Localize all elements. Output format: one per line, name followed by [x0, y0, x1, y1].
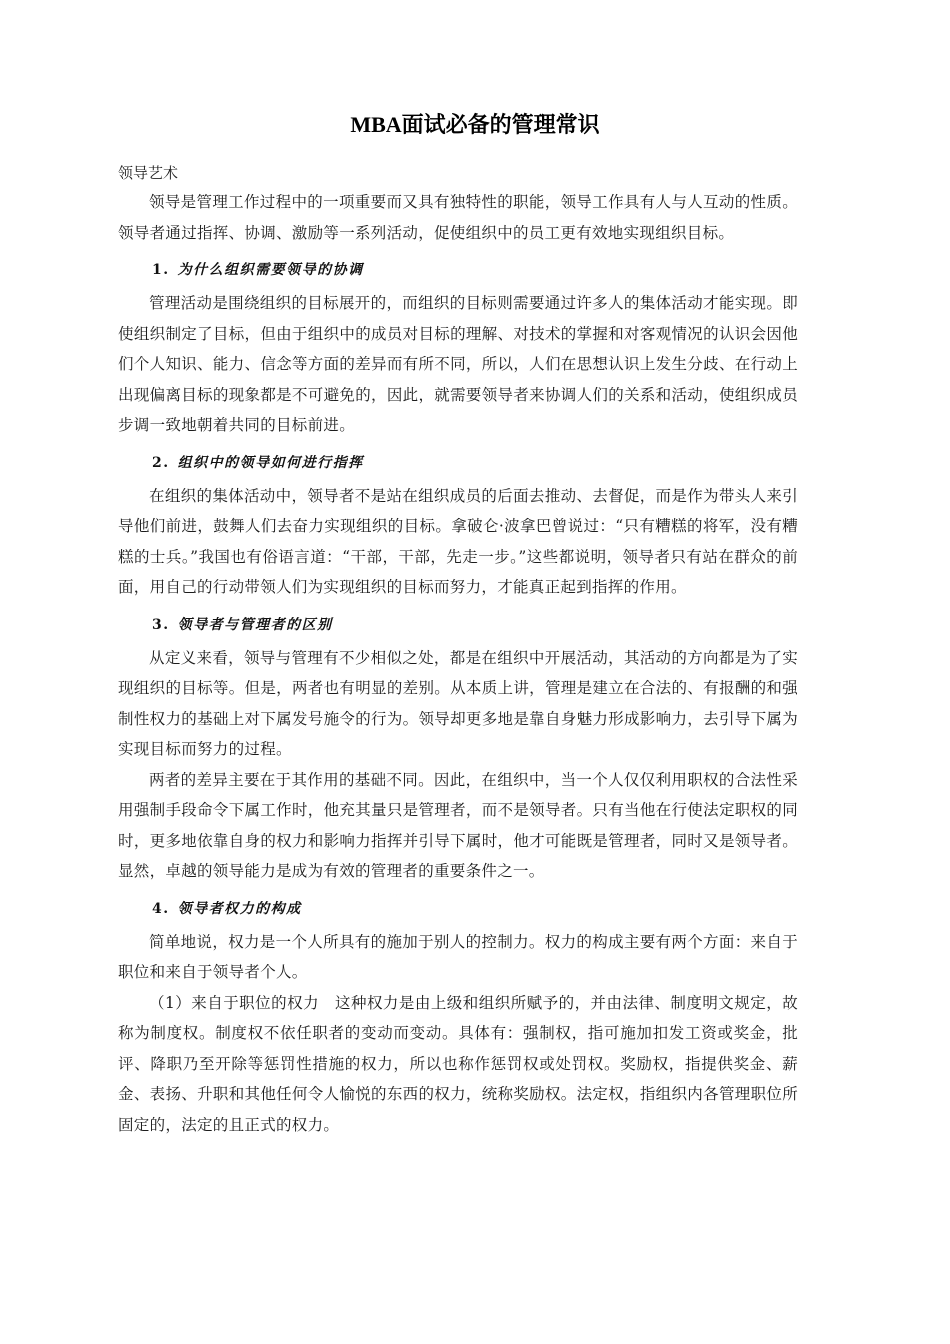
- section-1-paragraph-1: 管理活动是围绕组织的目标展开的，而组织的目标则需要通过许多人的集体活动才能实现。即使组织制定了目标，但由于组织中的成员对目标的理解、对技术的掌握和对客观情况的认识会因他们个人知识、能力、信念等方面的差异而有所不同，所以，人们在思想认识上发生分歧、在行动上出现偏离目标的现象都是不可避免的，因此，就需要领导者来协调人们的关系和活动，使组织成员步调一致地朝着共同的目标前进。: [118, 294, 798, 434]
- section-3-paragraph-1: 从定义来看，领导与管理有不少相似之处，都是在组织中开展活动，其活动的方向都是为了实现组织的目标等。但是，两者也有明显的差别。从本质上讲，管理是建立在合法的、有报酬的和强制性权力的基础上对下属发号施令的行为。领导却更多地是靠自身魅力形成影响力，去引导下属为实现目标而努力的过程。: [118, 648, 798, 758]
- section-number: 2.: [152, 454, 170, 471]
- intro-label: 领导艺术: [118, 164, 179, 182]
- section-2-paragraph-1: 在组织的集体活动中，领导者不是站在组织成员的后面去推动、去督促，而是作为带头人来引导他们前进，鼓舞人们去奋力实现组织的目标。拿破仑·波拿巴曾说过：“只有糟糕的将军，没有糟糕的士兵。”我国也有俗语言道：“干部，干部，先走一步。”这些都说明，领导者只有站在群众的前面，用自己的行动带领人们为实现组织的目标而努力，才能真正起到指挥的作用。: [118, 486, 798, 596]
- document-title: MBA面试必备的管理常识: [350, 112, 600, 137]
- section-3-paragraph-2: 两者的差异主要在于其作用的基础不同。因此，在组织中，当一个人仅仅利用职权的合法性采用强制手段命令下属工作时，他充其量只是管理者，而不是领导者。只有当他在行使法定职权的同时，更多地依靠自身的权力和影响力指挥并引导下属时，他才可能既是管理者，同时又是领导者。显然，卓越的领导能力是成为有效的管理者的重要条件之一。: [118, 770, 798, 880]
- section-4-paragraph-2: （1）来自于职位的权力 这种权力是由上级和组织所赋予的，并由法律、制度明文规定，故称为制度权。制度权不依任职者的变动而变动。具体有：强制权，指可施加扣发工资或奖金，批评、降职乃至开除等惩罚性措施的权力，所以也称作惩罚权或处罚权。奖励权，指提供奖金、薪金、表扬、升职和其他任何令人愉悦的东西的权力，统称奖励权。法定权，指组织内各管理职位所固定的，法定的且正式的权力。: [118, 993, 798, 1134]
- section-heading-1: [118, 258, 798, 282]
- section-title: 领导者与管理者的区别: [177, 616, 333, 633]
- section-heading-3: [118, 613, 798, 637]
- section-heading-2: [118, 451, 798, 475]
- section-title: 领导者权力的构成: [177, 900, 302, 917]
- section-number: 4.: [152, 900, 170, 917]
- document-body: [118, 187, 798, 1140]
- section-heading-4: [118, 897, 798, 921]
- section-title: 为什么组织需要领导的协调: [177, 262, 364, 278]
- section-number: 3.: [152, 616, 170, 633]
- section-number: 1.: [152, 262, 170, 278]
- section-4-paragraph-1: 简单地说，权力是一个人所具有的施加于别人的控制力。权力的构成主要有两个方面：来自于职位和来自于领导者个人。: [118, 932, 798, 981]
- section-title: 组织中的领导如何进行指挥: [177, 454, 364, 471]
- intro-paragraph: 领导是管理工作过程中的一项重要而又具有独特性的职能，领导工作具有人与人互动的性质。领导者通过指挥、协调、激励等一系列活动，促使组织中的员工更有效地实现组织目标。: [118, 193, 798, 242]
